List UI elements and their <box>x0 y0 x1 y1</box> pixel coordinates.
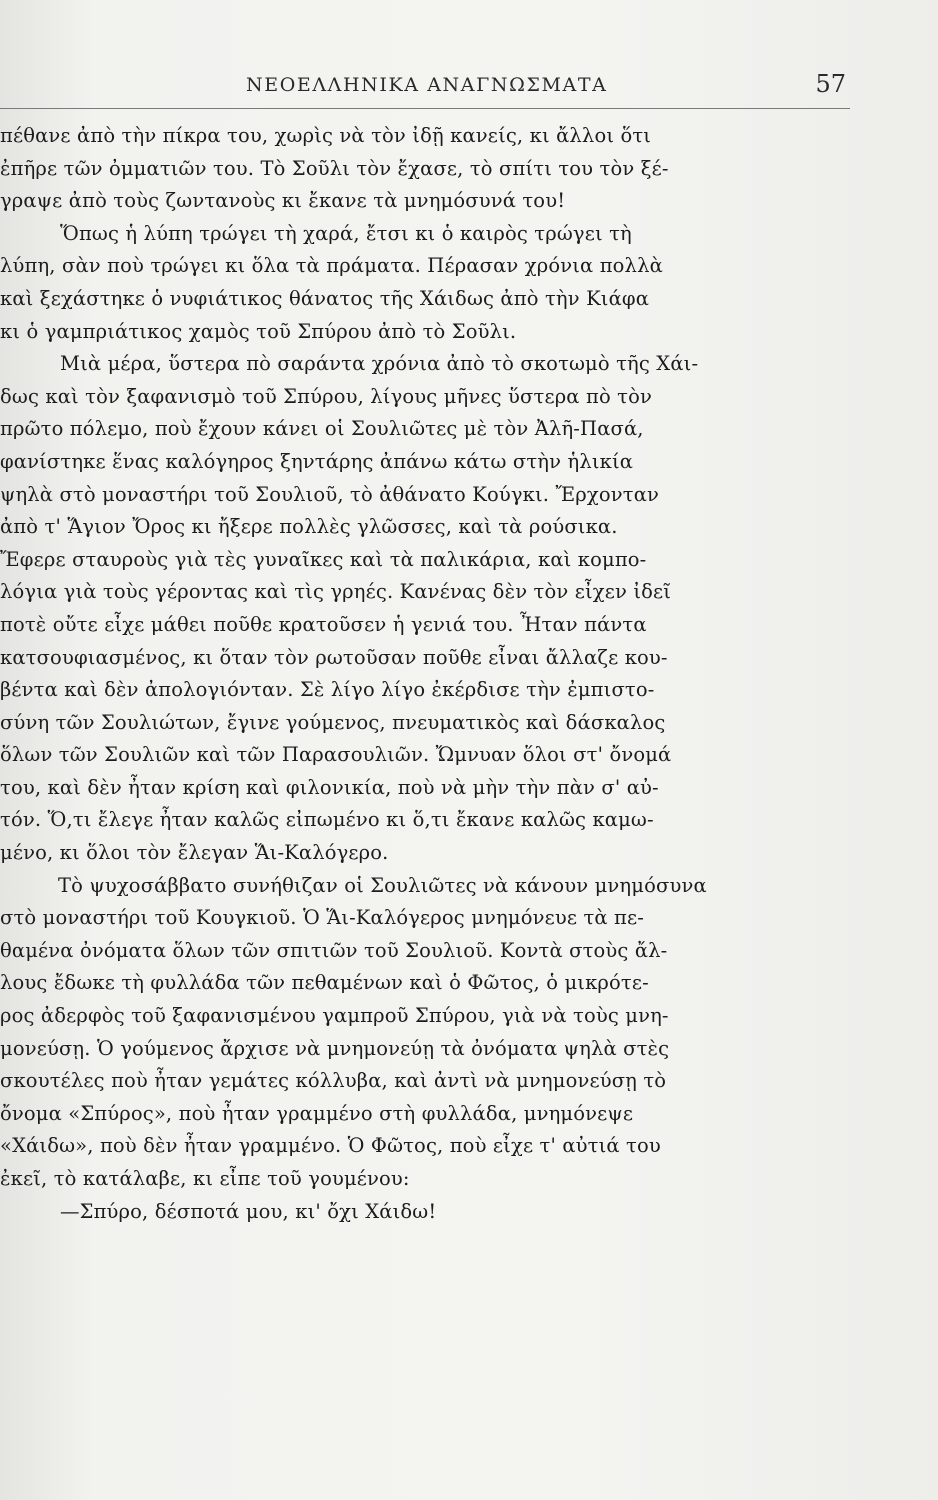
page-header <box>0 68 850 109</box>
text-line: σκουτέλες ποὺ ἦταν γεμάτες κόλλυβα, καὶ ἀντὶ νὰ μνημονεύσῃ τὸ <box>0 1069 667 1093</box>
text-line: κι ὁ γαμπριάτικος χαμὸς τοῦ Σπύρου ἀπὸ τὸ Σοῦλι. <box>0 319 517 343</box>
text-line: λόγια γιὰ τοὺς γέροντας καὶ τὶς γρηές. Κανένας δὲν τὸν εἶχεν ἰδεῖ <box>0 580 672 604</box>
text-line: στὸ μοναστήρι τοῦ Κουγκιοῦ. Ὁ Ἅι-Καλόγερος μνημόνευε τὰ πε- <box>0 906 645 930</box>
text-line: γραψε ἀπὸ τοὺς ζωντανοὺς κι ἔκανε τὰ μνημόσυνά του! <box>0 189 566 213</box>
text-line: Ἔφερε σταυροὺς γιὰ τὲς γυναῖκες καὶ τὰ παλικάρια, καὶ κομπο- <box>0 547 647 571</box>
text-line: σύνη τῶν Σουλιώτων, ἔγινε γούμενος, πνευματικὸς καὶ δάσκαλος <box>0 710 666 734</box>
text-line: ὄνομα «Σπύρος», ποὺ ἦταν γραμμένο στὴ φυλλάδα, μνημόνεψε <box>0 1101 634 1125</box>
text-line: φανίστηκε ἕνας καλόγηρος ξηντάρης ἀπάνω κάτω στὴν ἡλικία <box>0 449 634 473</box>
text-line: θαμένα ὀνόματα ὅλων τῶν σπιτιῶν τοῦ Σουλιοῦ. Κοντὰ στοὺς ἄλ- <box>0 938 668 962</box>
text-line: ἐπῆρε τῶν ὀμματιῶν του. Τὸ Σοῦλι τὸν ἔχασε, τὸ σπίτι του τὸν ξέ- <box>0 156 669 180</box>
text-line: κατσουφιασμένος, κι ὅταν τὸν ρωτοῦσαν ποῦθε εἶναι ἄλλαζε κου- <box>0 645 668 669</box>
text-line: —Σπύρο, δέσποτά μου, κι' ὄχι Χάιδω! <box>60 1199 437 1223</box>
body-text <box>0 120 840 1228</box>
text-line: του, καὶ δὲν ἦταν κρίση καὶ φιλονικία, ποὺ νὰ μὴν τὴν πὰν σ' αὐ- <box>0 775 659 799</box>
text-line: ρος ἀδερφὸς τοῦ ξαφανισμένου γαμπροῦ Σπύρου, γιὰ νὰ τοὺς μνη- <box>0 1004 669 1028</box>
text-line: Ὅπως ἡ λύπη τρώγει τὴ χαρά, ἔτσι κι ὁ καιρὸς τρώγει τὴ <box>60 221 632 245</box>
text-line: πρῶτο πόλεμο, ποὺ ἔχουν κάνει οἱ Σουλιῶτες μὲ τὸν Ἀλῆ-Πασά, <box>0 417 644 441</box>
text-line: μένο, κι ὅλοι τὸν ἔλεγαν Ἅι-Καλόγερο. <box>0 841 389 865</box>
text-line: ψηλὰ στὸ μοναστήρι τοῦ Σουλιοῦ, τὸ ἀθάνατο Κούγκι. Ἔρχονταν <box>0 482 660 506</box>
text-line: καὶ ξεχάστηκε ὁ νυφιάτικος θάνατος τῆς Χάιδως ἀπὸ τὴν Κιάφα <box>0 286 650 310</box>
page-number: 57 <box>815 70 846 98</box>
text-line: λους ἔδωκε τὴ φυλλάδα τῶν πεθαμένων καὶ ὁ Φῶτος, ὁ μικρότε- <box>0 971 649 995</box>
text-line: ἐκεῖ, τὸ κατάλαβε, κι εἶπε τοῦ γουμένου: <box>0 1167 410 1190</box>
text-line: ποτὲ οὔτε εἶχε μάθει ποῦθε κρατοῦσεν ἡ γενιά του. Ἦταν πάντα <box>0 612 647 636</box>
text-line: πέθανε ἀπὸ τὴν πίκρα του, χωρὶς νὰ τὸν ἰδῇ κανείς, κι ἄλλοι ὅτι <box>0 124 652 147</box>
text-line: λύπη, σὰν ποὺ τρώγει κι ὅλα τὰ πράματα. Πέρασαν χρόνια πολλὰ <box>0 254 663 278</box>
running-title: ΝΕΟΕΛΛΗΝΙΚΑ ΑΝΑΓΝΩΣΜΑΤΑ <box>246 74 608 96</box>
text-line: Τὸ ψυχοσάββατο συνήθιζαν οἱ Σουλιῶτες νὰ κάνουν μνημόσυνα <box>58 873 707 897</box>
text-line: ὅλων τῶν Σουλιῶν καὶ τῶν Παρασουλιῶν. Ὤμνυαν ὅλοι στ' ὄνομά <box>0 743 672 767</box>
text-line: δως καὶ τὸν ξαφανισμὸ τοῦ Σπύρου, λίγους μῆνες ὕστερα πὸ τὸν <box>0 384 653 408</box>
text-line: τόν. Ὅ,τι ἔλεγε ἦταν καλῶς εἰπωμένο κι ὅ,τι ἔκανε καλῶς καμω- <box>0 808 654 832</box>
text-line: ἀπὸ τ' Ἅγιον Ὄρος κι ἤξερε πολλὲς γλῶσσες, καὶ τὰ ρούσικα. <box>0 515 618 539</box>
text-line: Μιὰ μέρα, ὕστερα πὸ σαράντα χρόνια ἀπὸ τὸ σκοτωμὸ τῆς Χάι- <box>60 352 699 376</box>
text-line: μονεύσῃ. Ὁ γούμενος ἄρχισε νὰ μνημονεύῃ τὰ ὀνόματα ψηλὰ στὲς <box>0 1036 670 1060</box>
text-line: «Χάιδω», ποὺ δὲν ἦταν γραμμένο. Ὁ Φῶτος, ποὺ εἶχε τ' αὐτιά του <box>0 1134 661 1158</box>
text-line: βέντα καὶ δὲν ἀπολογιόνταν. Σὲ λίγο λίγο ἐκέρδισε τὴν ἐμπιστο- <box>0 678 655 702</box>
